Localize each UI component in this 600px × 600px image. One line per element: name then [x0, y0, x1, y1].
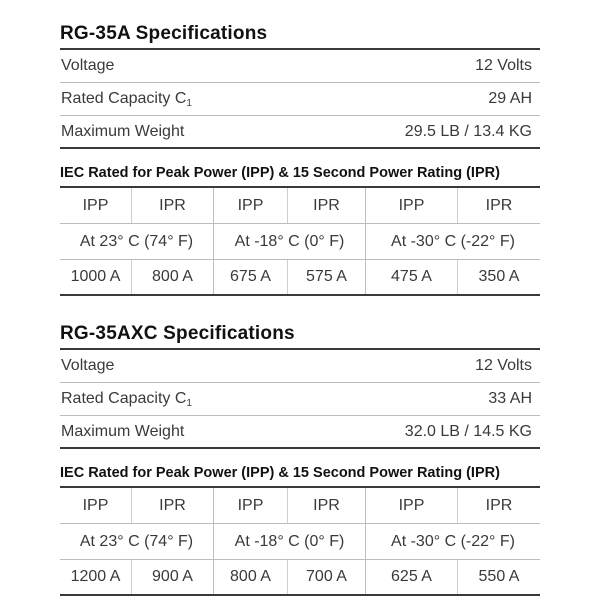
temperature-cell: At -30° C (-22° F) [391, 532, 515, 550]
value-cell: 575 A [288, 260, 366, 294]
capacity-row [60, 83, 540, 116]
header-cell: IPP [60, 188, 132, 223]
capacity-label: Rated Capacity $C_1$ [61, 389, 192, 409]
voltage-value: 12 Volts [475, 357, 532, 374]
rating-header-row [60, 488, 540, 524]
weight-row [60, 116, 540, 149]
value-cell: 625 A [366, 560, 458, 594]
header-cell: IPP [366, 188, 458, 223]
header-cell: IPP [366, 488, 458, 523]
voltage-label: Voltage [61, 357, 115, 374]
voltage-row [60, 50, 540, 83]
rg-35a-spec-block [60, 18, 540, 296]
temperature-row [60, 524, 540, 560]
temperature-cell: At -18° C (0° F) [214, 224, 366, 259]
header-cell: IPP [214, 188, 288, 223]
value-cell: 350 A [478, 268, 520, 285]
value-cell: 800 A [132, 260, 214, 294]
rating-header-row [60, 188, 540, 224]
rg-35axc-spec-block [60, 318, 540, 596]
voltage-label: Voltage [61, 57, 115, 74]
weight-label: Maximum Weight [61, 122, 185, 140]
spec-title: RG-35AXC Specifications [60, 318, 540, 350]
temperature-row [60, 224, 540, 260]
capacity-label: Rated Capacity $C_1$ [61, 89, 192, 109]
capacity-value: 33 AH [488, 390, 532, 407]
iec-title: IEC Rated for Peak Power (IPP) & 15 Second Power Rating (IPR) [60, 159, 540, 188]
header-cell: IPP [214, 488, 288, 523]
weight-value: 29.5 LB / 13.4 KG [404, 122, 532, 140]
weight-label: Maximum Weight [61, 422, 185, 440]
weight-value: 32.0 LB / 14.5 KG [404, 422, 532, 440]
value-cell: 700 A [288, 560, 366, 594]
header-cell: IPR [485, 496, 513, 514]
temperature-cell: At -30° C (-22° F) [391, 232, 515, 250]
capacity-subscript: 1 [186, 397, 192, 409]
value-cell: 900 A [132, 560, 214, 594]
rating-value-row [60, 560, 540, 596]
temperature-cell: At 23° C (74° F) [60, 524, 214, 559]
rating-value-row [60, 260, 540, 296]
header-cell: IPR [288, 488, 366, 523]
value-cell: 1200 A [60, 560, 132, 594]
header-cell: IPR [288, 188, 366, 223]
weight-row [60, 416, 540, 449]
temperature-cell: At 23° C (74° F) [60, 224, 214, 259]
capacity-row [60, 383, 540, 416]
capacity-subscript: 1 [186, 97, 192, 109]
temperature-cell: At -18° C (0° F) [214, 524, 366, 559]
value-cell: 1000 A [60, 260, 132, 294]
capacity-value: 29 AH [488, 90, 532, 107]
header-cell: IPP [60, 488, 132, 523]
header-cell: IPR [485, 196, 513, 214]
value-cell: 550 A [478, 568, 520, 585]
header-cell: IPR [132, 188, 214, 223]
iec-title: IEC Rated for Peak Power (IPP) & 15 Second Power Rating (IPR) [60, 459, 540, 488]
voltage-value: 12 Volts [475, 57, 532, 74]
value-cell: 675 A [214, 260, 288, 294]
value-cell: 475 A [366, 260, 458, 294]
voltage-row [60, 350, 540, 383]
header-cell: IPR [132, 488, 214, 523]
value-cell: 800 A [214, 560, 288, 594]
spec-title: RG-35A Specifications [60, 18, 540, 50]
